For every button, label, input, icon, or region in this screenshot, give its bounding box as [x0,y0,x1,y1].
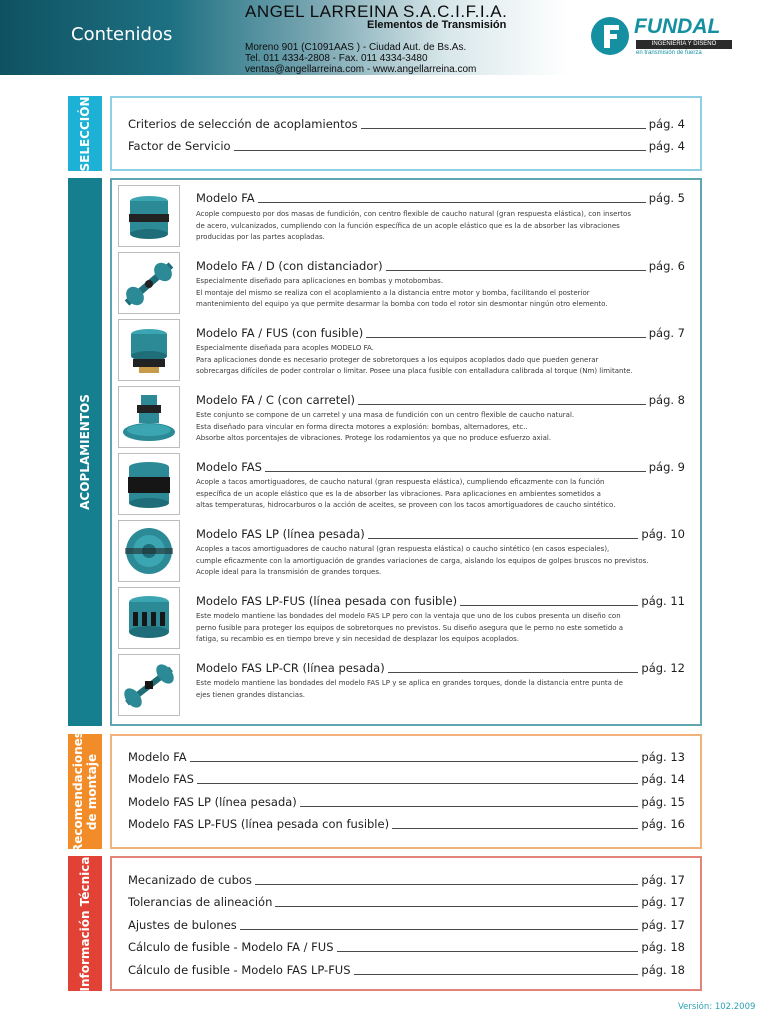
product-description: Este conjunto se compone de un carretel y una masa de fundición con un centro flexible de caucho natural. Esta diseñado para vincular en forma directa motores a explosión: bombas, alternadores, etc.. Absorbe altos porcentajes de vibraciones. Protege los rodamientos ya que no produce esfuerzo axial. [196,411,575,442]
company-subtitle: Elementos de Transmisión [367,19,507,31]
brand-tagline: INGENIERÍA Y DISEÑO [636,40,732,49]
toc-entry-modelo-fas[interactable]: Modelo FAS pág. 9 [196,460,685,474]
fundal-f-logo-icon [590,16,630,56]
coupling-fa-icon [118,185,180,247]
toc-entry-mecanizado[interactable]: Mecanizado de cubos pág. 17 [128,873,685,887]
section-label-tecnica: Información Técnica [68,856,102,991]
toc-entry-criterios[interactable]: Criterios de selección de acoplamientos pág. 4 [128,117,685,131]
toc-entry-montaje-fas-lp-fus[interactable]: Modelo FAS LP-FUS (línea pesada con fusible) pág. 16 [128,817,685,831]
version-label: Versión: 102.2009 [678,1002,756,1012]
product-description: Este modelo mantiene las bondades del modelo FAS LP pero con la ventaja que uno de los cubos presenta un diseño con perno fusible para proteger los equipos de sobretorques no previstos. Su diseño asegura que le perno no este sometido a fatiga, su recambio es en tiempo breve y sin necesidad de desplazar los equipos acoplados. [196,612,624,643]
toc-entry-factor-servicio[interactable]: Factor de Servicio pág. 4 [128,139,685,153]
company-phone: Tel. 011 4334-2808 - Fax. 011 4334-3480 [245,53,428,64]
coupling-fa-fus-icon [118,319,180,381]
product-description: Este modelo mantiene las bondades del modelo FAS LP y se aplica en grandes torques, donde la distancia entre punta de ejes tienen grandes distancias. [196,679,623,699]
brand-name: FUNDAL [634,15,721,38]
toc-entry-montaje-fas[interactable]: Modelo FAS pág. 14 [128,772,685,786]
page-title: Contenidos [71,24,173,45]
toc-entry-modelo-fa-d[interactable]: Modelo FA / D (con distanciador) pág. 6 [196,259,685,273]
coupling-fa-c-icon [118,386,180,448]
company-contact: ventas@angellarreina.com - www.angellarreina.com [245,64,477,75]
product-description: Acople a tacos amortiguadores, de caucho natural (gran respuesta elástica), cumpliendo eficazmente con la función específica de un acople elástico que es la de absorber las vibraciones. Para aplicaciones en ambientes sometidos a altas temperaturas, hidrocarburos o la acción de aceites, se proveen con los tacos amortiguadores de caucho sintético. [196,478,616,509]
coupling-fas-icon [118,453,180,515]
company-name: ANGEL LARREINA S.A.C.I.F.I.A. [245,2,508,21]
toc-entry-montaje-fa[interactable]: Modelo FA pág. 13 [128,750,685,764]
brand-tagline-secondary: en transmisión de fuerza [636,50,702,56]
coupling-fas-lp-cr-icon [118,654,180,716]
coupling-fas-lp-icon [118,520,180,582]
toc-entry-ajustes[interactable]: Ajustes de bulones pág. 17 [128,918,685,932]
company-address: Moreno 901 (C1091AAS ) - Ciudad Aut. de Bs.As. [245,42,467,53]
toc-entry-calculo-fa-fus[interactable]: Cálculo de fusible - Modelo FA / FUS pág. 18 [128,940,685,954]
product-description: Especialmente diseñado para aplicaciones en bombas y motobombas. El montaje del mismo se realiza con el acoplamiento a la distancia entre motor y bomba, facilitando el posterior mantenimiento del equipo ya que permite desarmar la bomba con todo el rotor sin desmontar ningún otro elemento. [196,277,608,308]
toc-entry-modelo-fas-lp-fus[interactable]: Modelo FAS LP-FUS (línea pesada con fusible) pág. 11 [196,594,685,608]
section-label-seleccion: SELECCIÓN [68,96,102,171]
toc-entry-calculo-fas-lp-fus[interactable]: Cálculo de fusible - Modelo FAS LP-FUS pág. 18 [128,963,685,977]
product-description: Acoples a tacos amortiguadores de caucho natural (gran respuesta elástica) o caucho sintético (en casos especiales), cumple eficazmente con la amortiguación de grandes variaciones de carga, aislando los equipos de golpes bruscos no previstos. Acople ideal para la transmisión de grandes torques. [196,545,649,576]
toc-entry-modelo-fa-c[interactable]: Modelo FA / C (con carretel) pág. 8 [196,393,685,407]
section-label-acoplamientos: ACOPLAMIENTOS [68,178,102,726]
toc-entry-montaje-fas-lp[interactable]: Modelo FAS LP (línea pesada) pág. 15 [128,795,685,809]
coupling-fas-lp-fus-icon [118,587,180,649]
toc-entry-modelo-fa[interactable]: Modelo FA pág. 5 [196,191,685,205]
section-box-seleccion [110,96,702,171]
toc-entry-tolerancias[interactable]: Tolerancias de alineación pág. 17 [128,895,685,909]
toc-entry-modelo-fas-lp-cr[interactable]: Modelo FAS LP-CR (línea pesada) pág. 12 [196,661,685,675]
product-description: Especialmente diseñada para acoples MODELO FA. Para aplicaciones donde es necesario proteger de sobretorques a los equipos acoplados dado que pueden generar sobrecargas difíciles de poder controlar o limitar. Posee una placa fusible con entalladura calibrada al torque (Nm) limitante. [196,344,633,375]
toc-entry-modelo-fas-lp[interactable]: Modelo FAS LP (línea pesada) pág. 10 [196,527,685,541]
product-description: Acople compuesto por dos masas de fundición, con centro flexible de caucho natural (gran respuesta elástica), con insertos de acero, vulcanizados, cumpliendo con la función específica de un acople elástico que es la de absorber las vibraciones producidas por las partes acopladas. [196,210,631,241]
coupling-fa-d-icon [118,252,180,314]
toc-entry-modelo-fa-fus[interactable]: Modelo FA / FUS (con fusible) pág. 7 [196,326,685,340]
section-label-montaje: Recomendaciones de montaje [68,734,102,849]
